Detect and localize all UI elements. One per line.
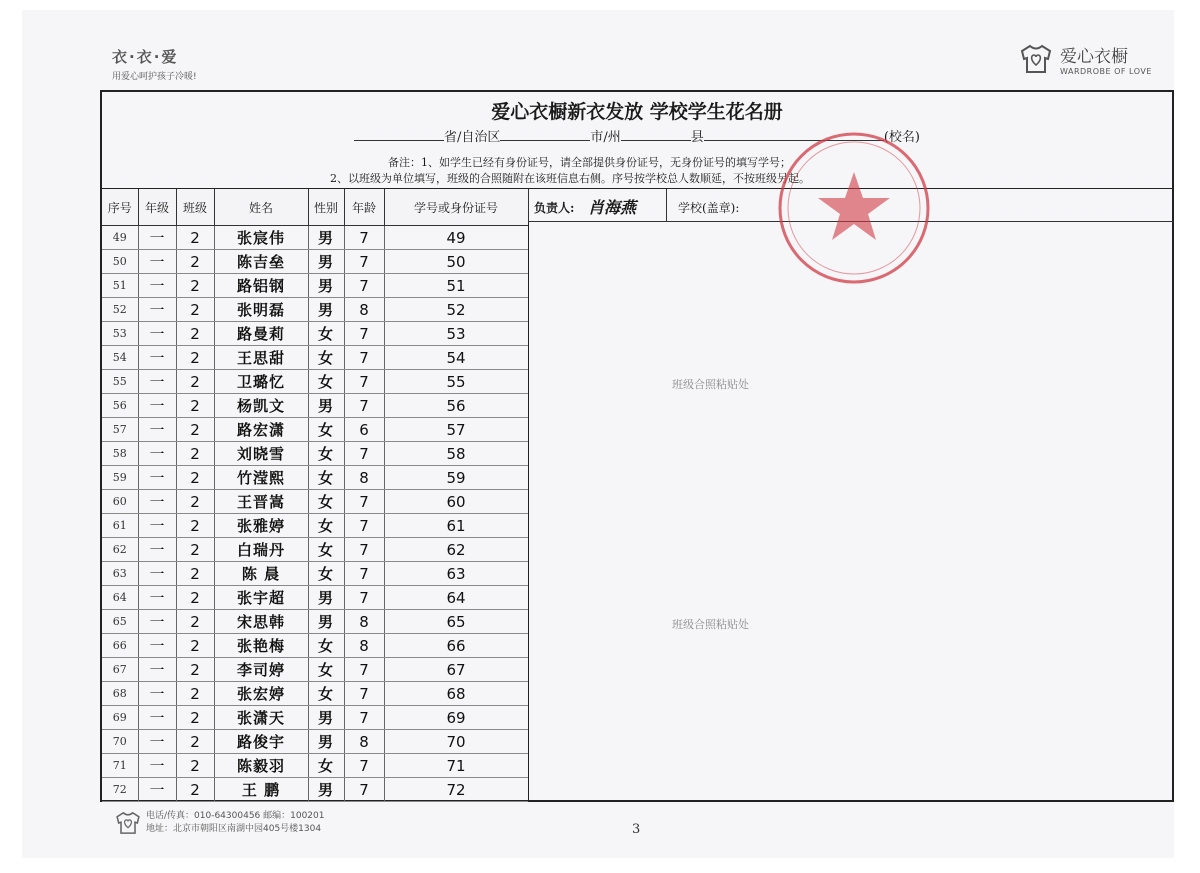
table-cell: 路宏潇: [214, 418, 308, 442]
brand-right: [1018, 42, 1152, 76]
table-row: [102, 538, 528, 562]
address-line: [102, 126, 1172, 145]
table-cell: 一: [138, 226, 176, 250]
table-cell: 7: [344, 226, 384, 250]
table-cell: 67: [102, 658, 138, 682]
table-header-cell: 学号或身份证号: [384, 189, 528, 226]
table-cell: 60: [384, 490, 528, 514]
roster-frame: [100, 90, 1174, 802]
table-cell: 2: [176, 562, 214, 586]
table-cell: 2: [176, 298, 214, 322]
table-cell: 男: [308, 250, 344, 274]
brand-right-tagline: WARDROBE OF LOVE: [1060, 67, 1152, 76]
table-cell: 女: [308, 370, 344, 394]
table-cell: 一: [138, 418, 176, 442]
table-cell: 陈毅羽: [214, 754, 308, 778]
table-body: [102, 226, 528, 802]
table-cell: 7: [344, 754, 384, 778]
table-row: [102, 250, 528, 274]
table-cell: 一: [138, 730, 176, 754]
student-table-box: [102, 188, 528, 802]
table-cell: 64: [384, 586, 528, 610]
table-header-cell: 序号: [102, 189, 138, 226]
table-cell: 张宸伟: [214, 226, 308, 250]
table-cell: 2: [176, 634, 214, 658]
note-line-1: 备注：1、如学生已经有身份证号，请全部提供身份证号，无身份证号的填写学号；: [388, 156, 791, 169]
table-row: [102, 490, 528, 514]
heart-shirt-icon: [1018, 43, 1054, 75]
table-cell: 女: [308, 514, 344, 538]
table-cell: 8: [344, 610, 384, 634]
table-row: [102, 730, 528, 754]
table-cell: 女: [308, 466, 344, 490]
table-cell: 一: [138, 706, 176, 730]
table-cell: 54: [102, 346, 138, 370]
table-row: [102, 346, 528, 370]
table-row: [102, 562, 528, 586]
table-header-cell: 班级: [176, 189, 214, 226]
table-cell: 一: [138, 682, 176, 706]
table-row: [102, 754, 528, 778]
table-cell: 2: [176, 586, 214, 610]
table-cell: 59: [384, 466, 528, 490]
county-blank: [621, 128, 691, 141]
table-cell: 2: [176, 706, 214, 730]
table-cell: 7: [344, 346, 384, 370]
table-cell: 71: [384, 754, 528, 778]
table-cell: 7: [344, 250, 384, 274]
table-cell: 55: [102, 370, 138, 394]
table-cell: 路铝钢: [214, 274, 308, 298]
table-cell: 56: [102, 394, 138, 418]
table-cell: 张宇超: [214, 586, 308, 610]
table-cell: 7: [344, 394, 384, 418]
table-cell: 男: [308, 706, 344, 730]
table-row: [102, 418, 528, 442]
heart-shirt-icon: [114, 810, 142, 836]
table-cell: 71: [102, 754, 138, 778]
table-cell: 一: [138, 298, 176, 322]
table-cell: 62: [384, 538, 528, 562]
table-cell: 一: [138, 514, 176, 538]
table-header-cell: 年级: [138, 189, 176, 226]
table-row: [102, 634, 528, 658]
table-cell: 白瑞丹: [214, 538, 308, 562]
table-row: [102, 778, 528, 802]
table-cell: 2: [176, 226, 214, 250]
table-cell: 8: [344, 634, 384, 658]
table-row: [102, 226, 528, 250]
table-cell: 7: [344, 562, 384, 586]
table-cell: 7: [344, 370, 384, 394]
table-row: [102, 394, 528, 418]
brand-right-name: 爱心衣橱: [1060, 47, 1128, 67]
table-cell: 7: [344, 490, 384, 514]
table-row: [102, 682, 528, 706]
table-cell: 杨凯文: [214, 394, 308, 418]
table-cell: 69: [384, 706, 528, 730]
city-label: 市/州: [590, 130, 621, 145]
table-cell: 一: [138, 778, 176, 802]
table-cell: 男: [308, 226, 344, 250]
table-row: [102, 442, 528, 466]
table-cell: 51: [384, 274, 528, 298]
table-header-cell: 性别: [308, 189, 344, 226]
table-cell: 8: [344, 466, 384, 490]
table-cell: 女: [308, 442, 344, 466]
table-cell: 一: [138, 634, 176, 658]
table-cell: 49: [384, 226, 528, 250]
table-cell: 51: [102, 274, 138, 298]
table-cell: 一: [138, 754, 176, 778]
table-cell: 男: [308, 298, 344, 322]
table-cell: 2: [176, 514, 214, 538]
table-cell: 2: [176, 754, 214, 778]
table-cell: 一: [138, 610, 176, 634]
table-cell: 李司婷: [214, 658, 308, 682]
table-row: [102, 514, 528, 538]
table-cell: 一: [138, 658, 176, 682]
page-title: 爱心衣橱新衣发放 学校学生花名册: [491, 101, 783, 123]
table-cell: 路俊宇: [214, 730, 308, 754]
table-header-cell: 姓名: [214, 189, 308, 226]
table-cell: 一: [138, 442, 176, 466]
table-cell: 52: [102, 298, 138, 322]
responsible-signature: 肖海燕: [588, 198, 637, 217]
table-cell: 61: [384, 514, 528, 538]
table-cell: 2: [176, 538, 214, 562]
table-cell: 2: [176, 250, 214, 274]
table-cell: 2: [176, 346, 214, 370]
table-cell: 7: [344, 274, 384, 298]
table-cell: 女: [308, 754, 344, 778]
table-cell: 男: [308, 610, 344, 634]
table-cell: 63: [384, 562, 528, 586]
table-cell: 王晋嵩: [214, 490, 308, 514]
table-row: [102, 370, 528, 394]
brand-left: [112, 46, 197, 82]
column-divider: [528, 222, 529, 802]
table-cell: 女: [308, 418, 344, 442]
table-cell: 2: [176, 658, 214, 682]
table-cell: 7: [344, 586, 384, 610]
county-label: 县: [690, 130, 704, 145]
table-cell: 65: [384, 610, 528, 634]
table-cell: 一: [138, 346, 176, 370]
table-cell: 66: [102, 634, 138, 658]
table-cell: 男: [308, 586, 344, 610]
table-cell: 56: [384, 394, 528, 418]
school-label: (校名): [883, 130, 920, 145]
footer-address: 地址：北京市朝阳区南湖中园405号楼1304: [146, 824, 322, 834]
table-cell: 一: [138, 250, 176, 274]
roster-sheet: [22, 10, 1174, 858]
table-cell: 2: [176, 610, 214, 634]
table-cell: 男: [308, 274, 344, 298]
table-cell: 49: [102, 226, 138, 250]
table-cell: 一: [138, 466, 176, 490]
table-row: [102, 298, 528, 322]
table-cell: 女: [308, 346, 344, 370]
table-cell: 8: [344, 730, 384, 754]
table-cell: 张潇天: [214, 706, 308, 730]
table-cell: 7: [344, 514, 384, 538]
brand-left-slogan: 用爱心呵护孩子冷暖!: [112, 72, 197, 82]
table-row: [102, 706, 528, 730]
table-cell: 女: [308, 562, 344, 586]
table-cell: 7: [344, 538, 384, 562]
table-cell: 女: [308, 682, 344, 706]
brand-left-name: 衣·衣·爱: [112, 48, 179, 66]
table-cell: 张雅婷: [214, 514, 308, 538]
table-cell: 7: [344, 682, 384, 706]
table-cell: 一: [138, 322, 176, 346]
table-cell: 68: [102, 682, 138, 706]
table-cell: 陈吉垒: [214, 250, 308, 274]
table-header-row: [102, 189, 528, 226]
table-cell: 2: [176, 370, 214, 394]
table-cell: 72: [384, 778, 528, 802]
footer-contact: [114, 810, 324, 836]
province-blank: [354, 128, 444, 141]
table-row: [102, 610, 528, 634]
table-cell: 59: [102, 466, 138, 490]
table-cell: 55: [384, 370, 528, 394]
table-cell: 一: [138, 274, 176, 298]
stamp-star-icon: [774, 128, 934, 288]
table-cell: 张宏婷: [214, 682, 308, 706]
photo-placeholder-2: 班级合照粘贴处: [672, 618, 749, 631]
table-cell: 2: [176, 730, 214, 754]
student-table: [102, 189, 529, 802]
table-cell: 7: [344, 442, 384, 466]
table-cell: 53: [102, 322, 138, 346]
responsible-label: 负责人:: [534, 201, 575, 215]
table-cell: 58: [384, 442, 528, 466]
table-cell: 2: [176, 682, 214, 706]
table-cell: 女: [308, 322, 344, 346]
table-cell: 7: [344, 658, 384, 682]
note-line-2: 2、以班级为单位填写，班级的合照随附在该班信息右侧。序号按学校总人数顺延，不按班级另起。: [330, 172, 810, 185]
table-cell: 女: [308, 538, 344, 562]
table-cell: 6: [344, 418, 384, 442]
table-cell: 64: [102, 586, 138, 610]
table-cell: 53: [384, 322, 528, 346]
table-row: [102, 658, 528, 682]
table-cell: 一: [138, 394, 176, 418]
photo-placeholder-1: 班级合照粘贴处: [672, 378, 749, 391]
table-cell: 7: [344, 706, 384, 730]
table-cell: 68: [384, 682, 528, 706]
table-cell: 72: [102, 778, 138, 802]
table-cell: 2: [176, 778, 214, 802]
table-cell: 王思甜: [214, 346, 308, 370]
table-cell: 66: [384, 634, 528, 658]
table-cell: 一: [138, 562, 176, 586]
table-cell: 2: [176, 322, 214, 346]
table-row: [102, 586, 528, 610]
table-cell: 路曼莉: [214, 322, 308, 346]
table-cell: 70: [102, 730, 138, 754]
table-cell: 女: [308, 490, 344, 514]
province-label: 省/自治区: [444, 130, 501, 145]
table-cell: 2: [176, 466, 214, 490]
table-cell: 70: [384, 730, 528, 754]
table-cell: 卫璐忆: [214, 370, 308, 394]
table-row: [102, 322, 528, 346]
table-cell: 7: [344, 322, 384, 346]
table-cell: 女: [308, 658, 344, 682]
table-cell: 2: [176, 394, 214, 418]
table-cell: 57: [102, 418, 138, 442]
table-header-cell: 年龄: [344, 189, 384, 226]
table-cell: 一: [138, 490, 176, 514]
table-cell: 69: [102, 706, 138, 730]
table-cell: 8: [344, 298, 384, 322]
table-cell: 张艳梅: [214, 634, 308, 658]
table-cell: 一: [138, 370, 176, 394]
table-cell: 58: [102, 442, 138, 466]
table-cell: 57: [384, 418, 528, 442]
table-cell: 67: [384, 658, 528, 682]
table-cell: 61: [102, 514, 138, 538]
responsible-divider: [666, 189, 667, 221]
table-cell: 63: [102, 562, 138, 586]
table-cell: 2: [176, 442, 214, 466]
table-cell: 刘晓雪: [214, 442, 308, 466]
table-cell: 2: [176, 490, 214, 514]
table-cell: 7: [344, 778, 384, 802]
table-cell: 52: [384, 298, 528, 322]
table-cell: 65: [102, 610, 138, 634]
table-cell: 男: [308, 394, 344, 418]
table-cell: 54: [384, 346, 528, 370]
table-cell: 一: [138, 586, 176, 610]
table-cell: 竹滢熙: [214, 466, 308, 490]
table-cell: 2: [176, 418, 214, 442]
table-cell: 50: [102, 250, 138, 274]
table-cell: 50: [384, 250, 528, 274]
city-blank: [500, 128, 590, 141]
table-cell: 陈 晨: [214, 562, 308, 586]
page-number: 3: [632, 822, 641, 837]
table-cell: 王 鹏: [214, 778, 308, 802]
table-cell: 女: [308, 634, 344, 658]
table-cell: 男: [308, 778, 344, 802]
table-cell: 宋思韩: [214, 610, 308, 634]
table-cell: 一: [138, 538, 176, 562]
table-cell: 62: [102, 538, 138, 562]
table-cell: 男: [308, 730, 344, 754]
table-cell: 2: [176, 274, 214, 298]
school-seal-label: 学校(盖章):: [678, 201, 740, 215]
table-row: [102, 466, 528, 490]
footer-phone: 电话/传真：010-64300456 邮编：100201: [146, 811, 325, 821]
table-cell: 张明磊: [214, 298, 308, 322]
table-cell: 60: [102, 490, 138, 514]
table-row: [102, 274, 528, 298]
